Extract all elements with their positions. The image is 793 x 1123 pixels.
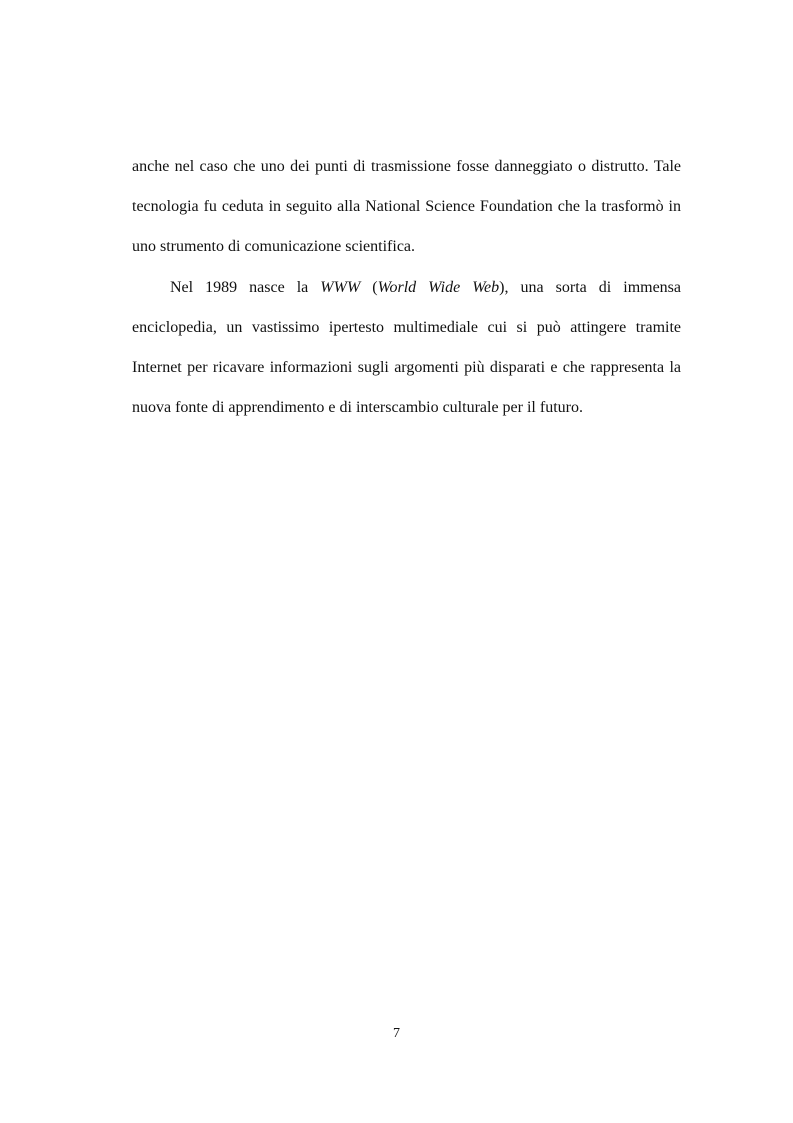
paragraph-2-text-1: Nel 1989 nasce la	[170, 278, 321, 296]
www-acronym: WWW	[320, 278, 361, 296]
paragraph-1: anche nel caso che uno dei punti di trasmissione fosse danneggiato o distrutto. Tale tecnologia fu ceduta in seguito alla National Science Foundation che la trasformò in uno strumento di comunicazione scientifica.	[132, 158, 681, 256]
world-wide-web-term: World Wide Web	[377, 278, 500, 296]
paragraph-2-text-2: (	[360, 278, 378, 296]
body-text	[132, 147, 681, 428]
paragraph-2	[132, 268, 681, 429]
paragraph-2-text-3: ), una sorta di immensa enciclopedia, un vastissimo ipertesto multimediale cui si può attingere tramite Internet per ricavare informazioni sugli argomenti più disparati e che rappresenta la nuova fonte di apprendimento e di interscambio culturale per il futuro.	[132, 278, 682, 417]
page-number: 7	[393, 1026, 400, 1041]
